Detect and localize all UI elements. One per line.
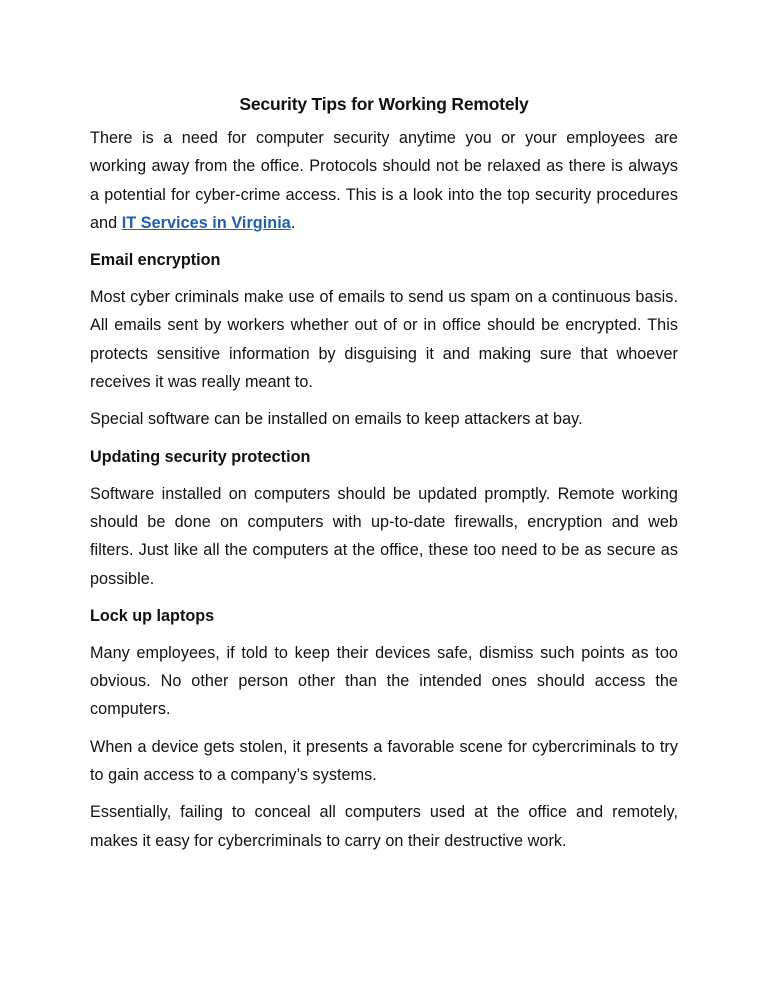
it-services-virginia-link[interactable]: IT Services in Virginia <box>121 213 291 232</box>
paragraph: Many employees, if told to keep their devices safe, dismiss such points as too obvious. No other person other than the intended ones should access the computers. <box>90 643 678 719</box>
paragraph: Software installed on computers should be updated promptly. Remote working should be done on computers with up-to-date firewalls, encryption and web filters. Just like all the computers at the office, these too need to be as secure as possible. <box>90 484 678 588</box>
document-page <box>90 90 678 864</box>
intro-paragraph <box>90 124 678 237</box>
paragraph: Special software can be installed on emails to keep attackers at bay. <box>90 410 583 429</box>
paragraph: Most cyber criminals make use of emails to send us spam on a continuous basis. All emails sent by workers whether out of or in office should be encrypted. This protects sensitive information by disguising it and making sure that whoever receives it was really meant to. <box>90 288 678 392</box>
section-heading-email-encryption: Email encryption <box>90 251 221 270</box>
section-heading-lock-up-laptops: Lock up laptops <box>90 606 215 625</box>
paragraph: When a device gets stolen, it presents a favorable scene for cybercriminals to try to gain access to a company’s systems. <box>90 737 678 785</box>
intro-text: There is a need for computer security anytime you or your employees are working away from the office. Protocols should not be relaxed as there is always a potential for cyber-crime access. This is a look into the top security procedures and <box>90 129 678 232</box>
section-heading-updating-security-protection: Updating security protection <box>90 447 311 466</box>
paragraph: Essentially, failing to conceal all computers used at the office and remotely, makes it easy for cybercriminals to carry on their destructive work. <box>90 803 678 850</box>
intro-text-end: . <box>290 213 296 232</box>
document-title: Security Tips for Working Remotely <box>239 94 529 114</box>
